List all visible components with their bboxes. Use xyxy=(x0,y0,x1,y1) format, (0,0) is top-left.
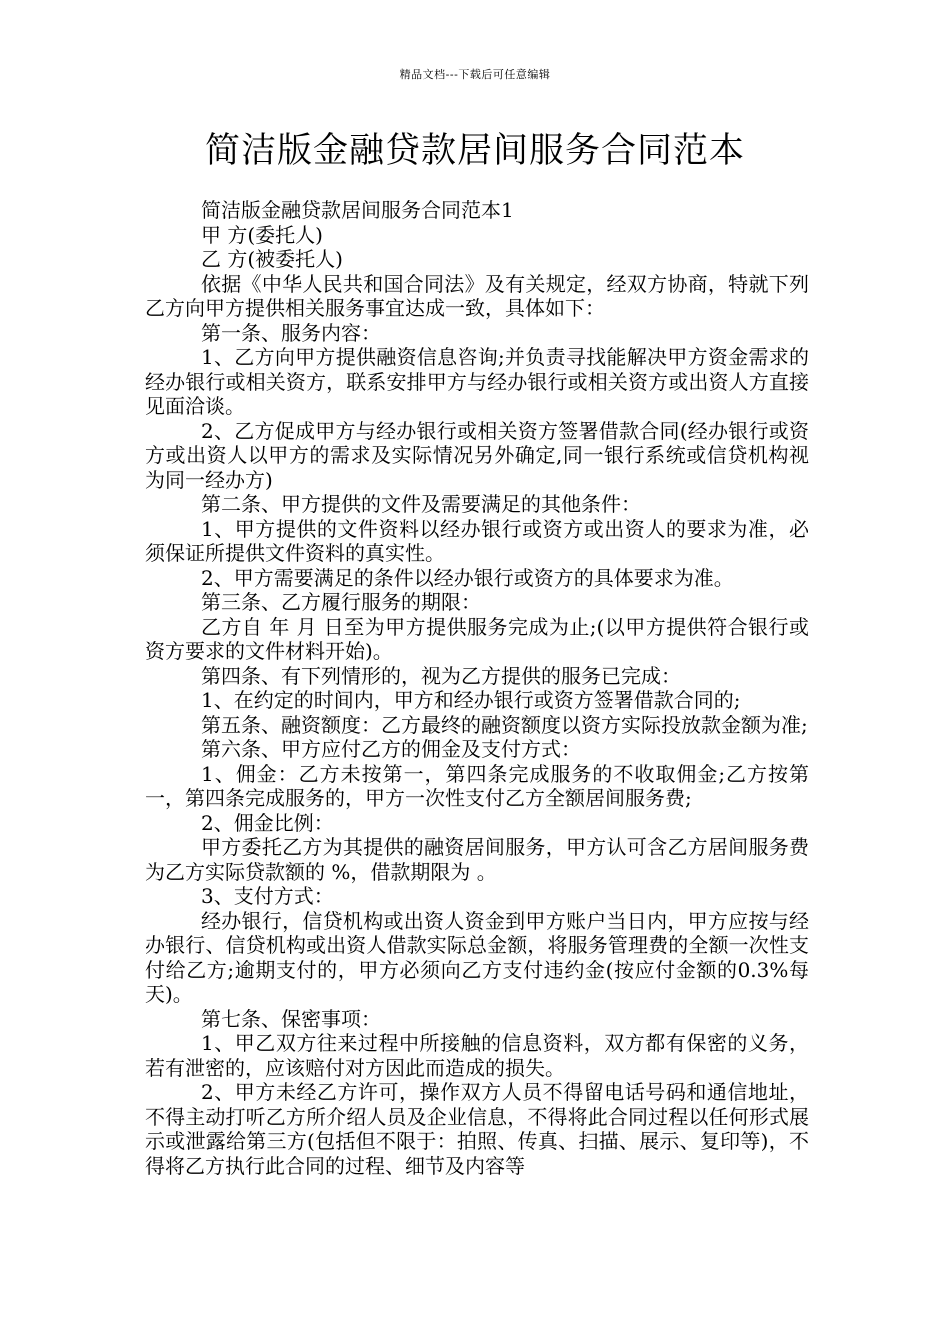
document-body xyxy=(145,198,809,1178)
paragraph-article-6-item-3: 3、支付方式： xyxy=(201,884,334,908)
paragraph-article-1-item-1: 1、乙方向甲方提供融资信息咨询;并负责寻找能解决甲方资金需求的经办银行或相关资方，联系安排甲方与经办银行或相关资方或出资人方直接见面洽谈。 xyxy=(145,345,809,418)
paragraph-article-1: 第一条、服务内容： xyxy=(201,320,381,345)
paragraph-article-5: 第五条、融资额度：乙方最终的融资额度以资方实际投放款金额为准; xyxy=(201,712,808,737)
paragraph-article-2-item-1: 1、甲方提供的文件资料以经办银行或资方或出资人的要求为准，必须保证所提供文件资料的真实性。 xyxy=(145,516,809,565)
paragraph-article-7: 第七条、保密事项： xyxy=(201,1006,381,1031)
paragraph-party-b: 乙 方(被委托人) xyxy=(201,247,343,271)
paragraph-article-4-item-1: 1、在约定的时间内，甲方和经办银行或资方签署借款合同的; xyxy=(201,688,741,712)
paragraph-article-2-item-2: 2、甲方需要满足的条件以经办银行或资方的具体要求为准。 xyxy=(201,565,734,590)
paragraph-article-3-body: 乙方自 年 月 日至为甲方提供服务完成为止;(以甲方提供符合银行或资方要求的文件材料开始)。 xyxy=(145,614,809,663)
paragraph-article-7-item-1: 1、甲乙双方往来过程中所接触的信息资料，双方都有保密的义务，若有泄密的，应该赔付对方因此而造成的损失。 xyxy=(145,1031,809,1080)
paragraph-article-2: 第二条、甲方提供的文件及需要满足的其他条件： xyxy=(201,492,641,516)
header-note: 精品文档---下载后可任意编辑 xyxy=(399,68,551,81)
paragraph-article-3: 第三条、乙方履行服务的期限： xyxy=(201,590,481,614)
paragraph-subtitle: 简洁版金融贷款居间服务合同范本1 xyxy=(201,198,514,222)
paragraph-preamble: 依据《中华人民共和国合同法》及有关规定，经双方协商，特就下列乙方向甲方提供相关服务事宜达成一致，具体如下： xyxy=(145,271,809,320)
paragraph-article-4: 第四条、有下列情形的，视为乙方提供的服务已完成： xyxy=(201,663,681,688)
paragraph-party-a: 甲 方(委托人) xyxy=(201,222,323,247)
paragraph-article-6-item-3-body: 经办银行，信贷机构或出资人资金到甲方账户当日内，甲方应按与经办银行、信贷机构或出资人借款实际总金额，将服务管理费的全额一次性支付给乙方;逾期支付的，甲方必须向乙方支付违约金(按应付金额的0.3%每天)。 xyxy=(145,908,809,1006)
paragraph-article-6-item-2: 2、佣金比例： xyxy=(201,810,334,835)
paragraph-article-6: 第六条、甲方应付乙方的佣金及支付方式： xyxy=(201,737,581,761)
paragraph-article-6-item-1: 1、佣金：乙方未按第一，第四条完成服务的不收取佣金;乙方按第一，第四条完成服务的，甲方一次性支付乙方全额居间服务费; xyxy=(145,761,809,810)
paragraph-article-6-item-2-body: 甲方委托乙方为其提供的融资居间服务，甲方认可含乙方居间服务费为乙方实际贷款额的 %，借款期限为 。 xyxy=(145,835,809,884)
paragraph-article-7-item-2: 2、甲方未经乙方许可，操作双方人员不得留电话号码和通信地址，不得主动打听乙方所介绍人员及企业信息，不得将此合同过程以任何形式展示或泄露给第三方(包括但不限于：拍照、传真、扫描、展示、复印等)，不得将乙方执行此合同的过程、细节及内容等 xyxy=(145,1080,809,1178)
document-title: 简洁版金融贷款居间服务合同范本 xyxy=(204,131,745,171)
paragraph-article-1-item-2: 2、乙方促成甲方与经办银行或相关资方签署借款合同(经办银行或资方或出资人以甲方的需求及实际情况另外确定,同一银行系统或信贷机构视为同一经办方) xyxy=(145,418,809,492)
